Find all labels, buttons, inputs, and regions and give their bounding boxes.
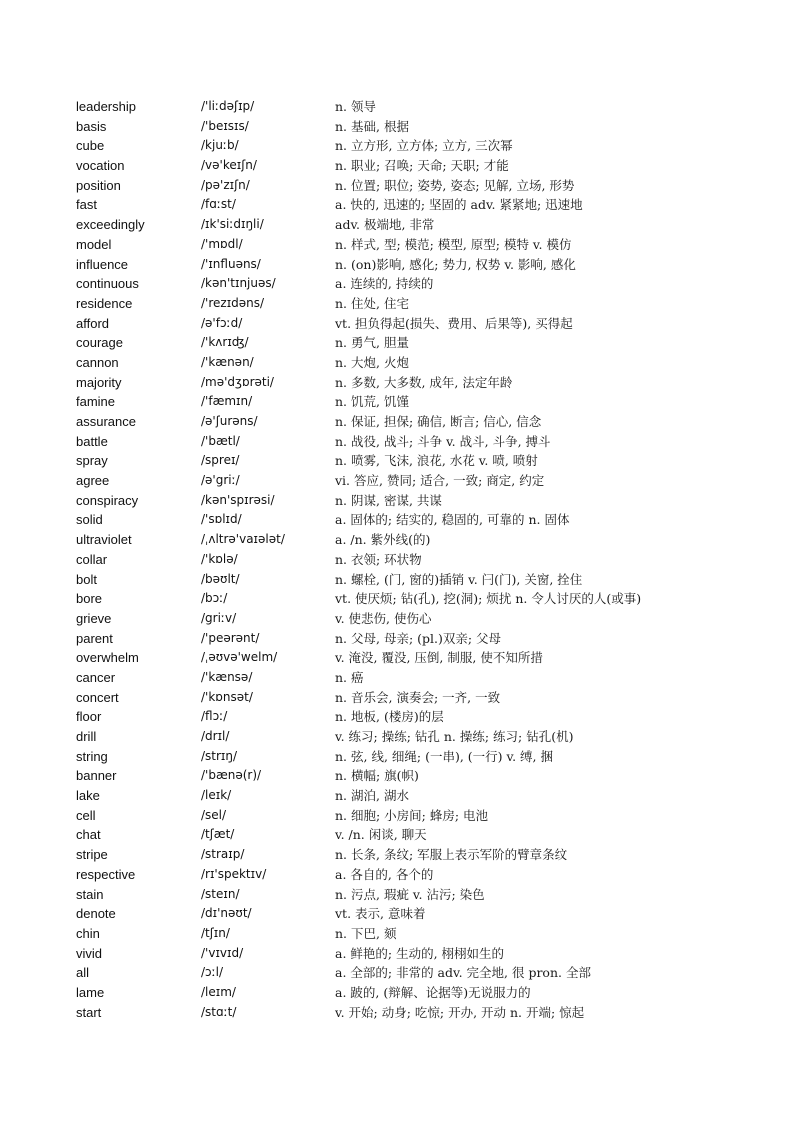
- vocab-ipa: /'kɒlə/: [201, 551, 238, 566]
- vocab-definition: n. 领导: [335, 99, 376, 114]
- vocab-row: [0, 97, 800, 117]
- vocab-definition: a. 跛的, (辩解、论据等)无说服力的: [335, 984, 531, 1000]
- vocab-row: [0, 550, 800, 570]
- vocab-row: [0, 432, 800, 452]
- vocab-word: residence: [76, 295, 133, 311]
- vocab-row: [0, 904, 800, 924]
- vocab-word: string: [76, 748, 108, 764]
- vocab-definition: n. 职业; 召唤; 天命; 天职; 才能: [335, 158, 509, 174]
- vocab-ipa: /'fæmɪn/: [201, 394, 253, 409]
- vocab-definition: n. 螺栓, (门, 窗的)插销 v. 闩(门), 关窗, 拴住: [335, 571, 583, 587]
- vocab-ipa: /'liːdəʃɪp/: [201, 99, 255, 113]
- vocab-row: [0, 786, 800, 806]
- vocab-ipa: /stɑːt/: [201, 1004, 237, 1019]
- vocab-row: [0, 333, 800, 353]
- vocab-row: [0, 688, 800, 708]
- vocab-row: [0, 668, 800, 688]
- vocab-row: [0, 885, 800, 905]
- vocab-ipa: /ˌʌltrə'vaɪələt/: [201, 532, 285, 547]
- vocab-word: lake: [76, 788, 100, 804]
- vocab-row: [0, 176, 800, 196]
- vocab-word: exceedingly: [76, 217, 145, 233]
- vocab-definition: n. 音乐会, 演奏会; 一齐, 一致: [335, 689, 501, 705]
- vocab-word: ultraviolet: [76, 532, 132, 548]
- vocab-definition: a. 固体的; 结实的, 稳固的, 可靠的 n. 固体: [335, 512, 570, 528]
- vocab-word: chin: [76, 925, 100, 941]
- vocab-definition: n. 下巴, 颏: [335, 925, 397, 941]
- vocab-word: courage: [76, 335, 123, 351]
- vocab-word: position: [76, 177, 121, 193]
- vocab-definition: a. 鲜艳的; 生动的, 栩栩如生的: [335, 945, 505, 961]
- vocab-ipa: /kjuːb/: [201, 138, 239, 153]
- vocab-word: majority: [76, 374, 122, 390]
- vocab-word: banner: [76, 768, 117, 784]
- vocab-ipa: /griːv/: [201, 610, 237, 625]
- vocab-definition: v. 练习; 操练; 钻孔 n. 操练; 练习; 钻孔(机): [335, 729, 574, 744]
- vocab-ipa: /və'keɪʃn/: [201, 158, 257, 173]
- vocab-row: [0, 806, 800, 826]
- vocab-definition: n. 父母, 母亲; (pl.)双亲; 父母: [335, 630, 502, 646]
- vocab-ipa: /leɪk/: [201, 788, 232, 803]
- vocab-word: bolt: [76, 571, 97, 587]
- vocab-ipa: /ɪk'siːdɪŋli/: [201, 217, 264, 232]
- vocab-definition: n. 多数, 大多数, 成年, 法定年龄: [335, 374, 513, 390]
- vocab-ipa: /'rezɪdəns/: [201, 295, 265, 310]
- vocab-word: basis: [76, 118, 107, 134]
- vocab-word: cancer: [76, 669, 116, 685]
- vocabulary-list: [0, 97, 800, 1022]
- vocab-word: cube: [76, 138, 105, 154]
- vocab-ipa: /mə'dʒɒrəti/: [201, 374, 274, 389]
- vocab-ipa: /pə'zɪʃn/: [201, 177, 250, 192]
- vocab-word: parent: [76, 630, 113, 646]
- vocab-ipa: /flɔː/: [201, 709, 228, 724]
- vocab-row: [0, 510, 800, 530]
- vocab-ipa: /ˌəʊvə'welm/: [201, 650, 278, 665]
- vocab-row: [0, 392, 800, 412]
- vocab-ipa: /kən'spɪrəsi/: [201, 492, 275, 507]
- vocab-definition: n. 基础, 根据: [335, 118, 409, 134]
- vocab-row: [0, 963, 800, 983]
- vocab-definition: n. 立方形, 立方体; 立方, 三次幂: [335, 138, 513, 154]
- vocab-definition: n. 长条, 条纹; 军服上表示军阶的臂章条纹: [335, 847, 568, 863]
- vocab-ipa: /drɪl/: [201, 729, 230, 743]
- vocab-word: overwhelm: [76, 650, 139, 666]
- vocab-definition: a. 快的, 迅速的; 坚固的 adv. 紧紧地; 迅速地: [335, 197, 583, 213]
- vocab-row: [0, 983, 800, 1003]
- vocab-row: [0, 412, 800, 432]
- vocab-word: lame: [76, 984, 105, 1000]
- vocab-word: solid: [76, 512, 103, 528]
- vocab-row: [0, 274, 800, 294]
- vocab-ipa: /'beɪsɪs/: [201, 118, 249, 133]
- vocab-word: model: [76, 236, 112, 252]
- vocab-ipa: /ə'griː/: [201, 473, 240, 488]
- vocab-row: [0, 530, 800, 550]
- vocab-ipa: /rɪ'spektɪv/: [201, 866, 267, 881]
- vocab-word: collar: [76, 551, 108, 567]
- vocab-definition: n. 战役, 战斗; 斗争 v. 战斗, 斗争, 搏斗: [335, 433, 551, 449]
- vocab-ipa: /strɪŋ/: [201, 748, 238, 763]
- vocab-row: [0, 629, 800, 649]
- vocab-word: vivid: [76, 945, 103, 961]
- vocab-definition: n. 地板, (楼房)的层: [335, 709, 444, 725]
- vocab-row: [0, 766, 800, 786]
- vocab-definition: a. 连续的, 持续的: [335, 276, 434, 292]
- vocab-word: battle: [76, 433, 108, 449]
- vocab-row: [0, 707, 800, 727]
- vocab-word: stain: [76, 886, 104, 902]
- vocab-ipa: /'sɒlɪd/: [201, 512, 242, 527]
- vocab-row: [0, 944, 800, 964]
- vocab-definition: n. 样式, 型; 模范; 模型, 原型; 模特 v. 模仿: [335, 236, 572, 252]
- vocab-word: cannon: [76, 354, 119, 370]
- vocab-definition: n. 湖泊, 湖水: [335, 788, 409, 804]
- vocab-word: respective: [76, 866, 136, 882]
- vocab-definition: n. 细胞; 小房间; 蜂房; 电池: [335, 807, 489, 823]
- vocab-definition: n. (on)影响, 感化; 势力, 权势 v. 影响, 感化: [335, 256, 576, 272]
- vocab-word: grieve: [76, 610, 112, 626]
- vocab-definition: n. 横幅; 旗(帜): [335, 768, 419, 784]
- vocab-ipa: /kən'tɪnjuəs/: [201, 276, 276, 291]
- vocab-word: fast: [76, 197, 97, 213]
- vocab-word: drill: [76, 729, 97, 744]
- vocab-row: [0, 353, 800, 373]
- vocab-ipa: /'kɒnsət/: [201, 689, 253, 704]
- vocab-word: spray: [76, 453, 108, 469]
- vocab-ipa: /ə'ʃurəns/: [201, 414, 258, 428]
- vocab-ipa: /spreɪ/: [201, 453, 240, 468]
- vocab-definition: adv. 极端地, 非常: [335, 217, 435, 233]
- vocab-row: [0, 865, 800, 885]
- vocab-word: agree: [76, 473, 110, 489]
- vocab-row: [0, 195, 800, 215]
- vocab-ipa: /tʃæt/: [201, 827, 235, 842]
- vocab-row: [0, 1003, 800, 1023]
- vocab-row: [0, 471, 800, 491]
- vocab-word: influence: [76, 256, 129, 272]
- vocab-ipa: /'kænən/: [201, 354, 254, 369]
- vocab-definition: v. /n. 闲谈, 聊天: [335, 827, 427, 843]
- vocab-definition: n. 喷雾, 飞沫, 浪花, 水花 v. 喷, 喷射: [335, 453, 538, 469]
- vocab-ipa: /steɪn/: [201, 886, 240, 901]
- vocab-definition: a. 全部的; 非常的 adv. 完全地, 很 pron. 全部: [335, 965, 591, 981]
- vocab-row: [0, 845, 800, 865]
- vocab-definition: n. 弦, 线, 细绳; (一串), (一行) v. 缚, 捆: [335, 748, 553, 764]
- vocab-definition: n. 勇气, 胆量: [335, 335, 409, 351]
- vocab-word: assurance: [76, 414, 136, 429]
- vocab-word: start: [76, 1004, 102, 1020]
- vocab-ipa: /bəʊlt/: [201, 571, 240, 586]
- vocab-row: [0, 156, 800, 176]
- vocab-ipa: /'peərənt/: [201, 630, 260, 645]
- vocab-row: [0, 924, 800, 944]
- vocab-word: conspiracy: [76, 492, 139, 508]
- vocab-definition: vi. 答应, 赞同; 适合, 一致; 商定, 约定: [335, 473, 545, 489]
- vocab-definition: v. 使悲伤, 使伤心: [335, 610, 432, 626]
- vocab-word: afford: [76, 315, 110, 331]
- vocab-ipa: /dɪ'nəʊt/: [201, 906, 252, 921]
- vocab-ipa: /'mɒdl/: [201, 236, 243, 251]
- vocab-definition: a. /n. 紫外线(的): [335, 532, 431, 548]
- vocab-row: [0, 235, 800, 255]
- vocab-row: [0, 117, 800, 137]
- vocab-row: [0, 727, 800, 747]
- vocab-row: [0, 255, 800, 275]
- vocab-ipa: /'ɪnfluəns/: [201, 256, 261, 271]
- vocab-definition: n. 大炮, 火炮: [335, 354, 409, 370]
- vocab-definition: vt. 担负得起(损失、费用、后果等), 买得起: [335, 315, 573, 331]
- vocab-row: [0, 451, 800, 471]
- vocab-ipa: /'vɪvɪd/: [201, 945, 244, 960]
- vocab-definition: vt. 表示, 意味着: [335, 906, 426, 922]
- vocab-definition: v. 开始; 动身; 吃惊; 开办, 开动 n. 开端; 惊起: [335, 1004, 585, 1020]
- vocab-definition: v. 淹没, 覆没, 压倒, 制服, 使不知所措: [335, 650, 543, 666]
- vocab-row: [0, 589, 800, 609]
- vocab-word: concert: [76, 689, 119, 705]
- vocab-word: famine: [76, 394, 116, 410]
- vocab-word: leadership: [76, 99, 136, 114]
- vocab-ipa: /ɔːl/: [201, 965, 224, 980]
- vocab-word: all: [76, 965, 90, 981]
- vocab-definition: n. 住处, 住宅: [335, 295, 409, 311]
- vocab-word: denote: [76, 906, 116, 922]
- vocab-ipa: /straɪp/: [201, 847, 245, 862]
- vocab-word: bore: [76, 591, 103, 607]
- vocab-word: chat: [76, 827, 101, 843]
- vocab-definition: a. 各自的, 各个的: [335, 866, 434, 882]
- vocab-row: [0, 609, 800, 629]
- vocab-definition: n. 衣领; 环状物: [335, 551, 422, 567]
- vocab-ipa: /fɑːst/: [201, 197, 236, 212]
- vocab-definition: n. 癌: [335, 669, 364, 685]
- vocab-row: [0, 314, 800, 334]
- vocab-row: [0, 747, 800, 767]
- vocab-row: [0, 294, 800, 314]
- vocab-ipa: /'bætl/: [201, 433, 240, 448]
- vocab-row: [0, 570, 800, 590]
- vocab-definition: n. 阴谋, 密谋, 共谋: [335, 492, 442, 508]
- vocab-row: [0, 648, 800, 668]
- vocab-ipa: /'bænə(r)/: [201, 768, 262, 783]
- vocab-row: [0, 825, 800, 845]
- vocab-row: [0, 215, 800, 235]
- vocab-ipa: /tʃɪn/: [201, 925, 230, 940]
- vocab-word: stripe: [76, 847, 108, 863]
- vocab-definition: n. 饥荒, 饥馑: [335, 394, 409, 410]
- vocab-word: vocation: [76, 158, 125, 174]
- vocab-ipa: /'kʌrɪʤ/: [201, 335, 249, 350]
- vocab-definition: n. 保证, 担保; 确信, 断言; 信心, 信念: [335, 414, 542, 429]
- vocab-ipa: /'kænsə/: [201, 669, 253, 684]
- vocab-word: cell: [76, 807, 96, 823]
- vocab-word: continuous: [76, 276, 139, 292]
- vocab-word: floor: [76, 709, 102, 725]
- vocab-ipa: /leɪm/: [201, 984, 236, 999]
- vocab-ipa: /ə'fɔːd/: [201, 315, 243, 330]
- vocab-row: [0, 373, 800, 393]
- vocab-definition: n. 污点, 瑕疵 v. 沾污; 染色: [335, 886, 485, 902]
- vocab-row: [0, 136, 800, 156]
- vocab-definition: vt. 使厌烦; 钻(孔), 挖(洞); 烦扰 n. 令人讨厌的人(或事): [335, 591, 642, 607]
- vocab-definition: n. 位置; 职位; 姿势, 姿态; 见解, 立场, 形势: [335, 177, 575, 193]
- vocab-ipa: /bɔː/: [201, 591, 228, 606]
- vocab-row: [0, 491, 800, 511]
- vocab-ipa: /sel/: [201, 807, 227, 822]
